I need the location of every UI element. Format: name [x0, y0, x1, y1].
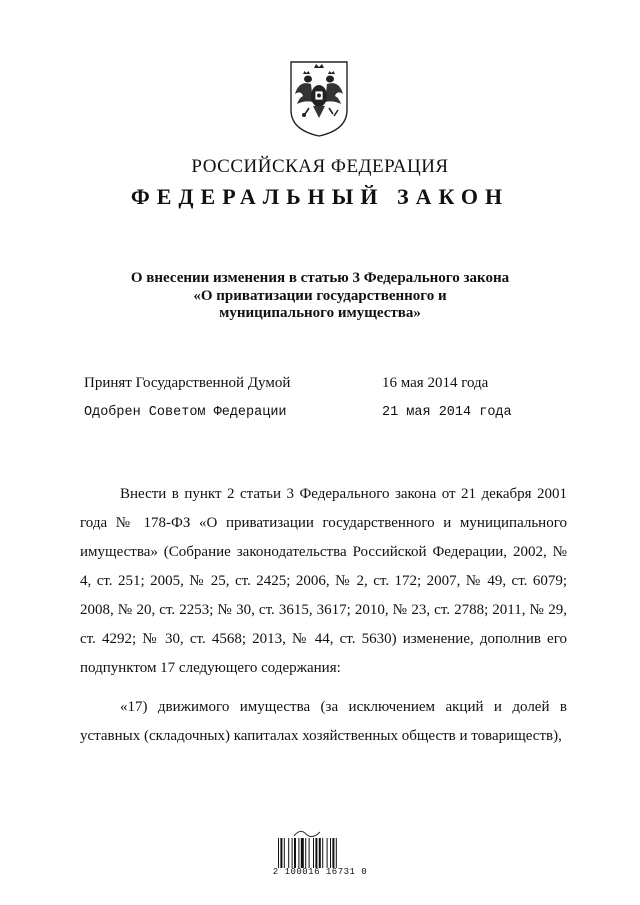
barcode-number: 2 100016 16731 0: [272, 867, 368, 877]
duma-label: Принят Государственной Думой: [84, 375, 291, 391]
council-date: 21 мая 2014 года: [382, 405, 512, 420]
scan-marker-icon: [292, 826, 322, 838]
document-type: ФЕДЕРАЛЬНЫЙ ЗАКОН: [130, 184, 510, 209]
law-title: [100, 270, 540, 323]
coat-of-arms-icon: [287, 58, 351, 138]
duma-date: 16 мая 2014 года: [382, 375, 489, 391]
country-name: РОССИЙСКАЯ ФЕДЕРАЦИЯ: [191, 156, 449, 177]
law-title-line: муниципального имущества»: [219, 305, 421, 321]
barcode-icon: [278, 838, 356, 868]
body-paragraph: «17) движимого имущества (за исключением акций и долей в уставных (складочных) капиталах хозяйственных обществ и товариществ),: [80, 699, 567, 744]
law-title-line: «О приватизации государственного и: [193, 287, 447, 304]
law-body: [80, 480, 567, 751]
law-title-line: О внесении изменения в статью 3 Федерального закона: [130, 270, 510, 286]
body-paragraph: Внести в пункт 2 статьи 3 Федерального закона от 21 декабря 2001 года № 178-ФЗ «О приватизации государственного и муниципального имущества» (Собрание законодательства Российской Федерации, 2002, № 4, ст. 251; 2005, № 25, ст. 2425; 2006, № 2, ст. 172; 2007, № 49, ст. 6079; 2008, № 20, ст. 2253; № 30, ст. 3615, 3617; 2010, № 23, ст. 2788; 2011, № 29, ст. 4292; № 30, ст. 4568; 2013, № 44, ст. 5630) изменение, дополнив его подпунктом 17 следующего содержания:: [80, 486, 567, 676]
council-label: Одобрен Советом Федерации: [84, 405, 287, 420]
